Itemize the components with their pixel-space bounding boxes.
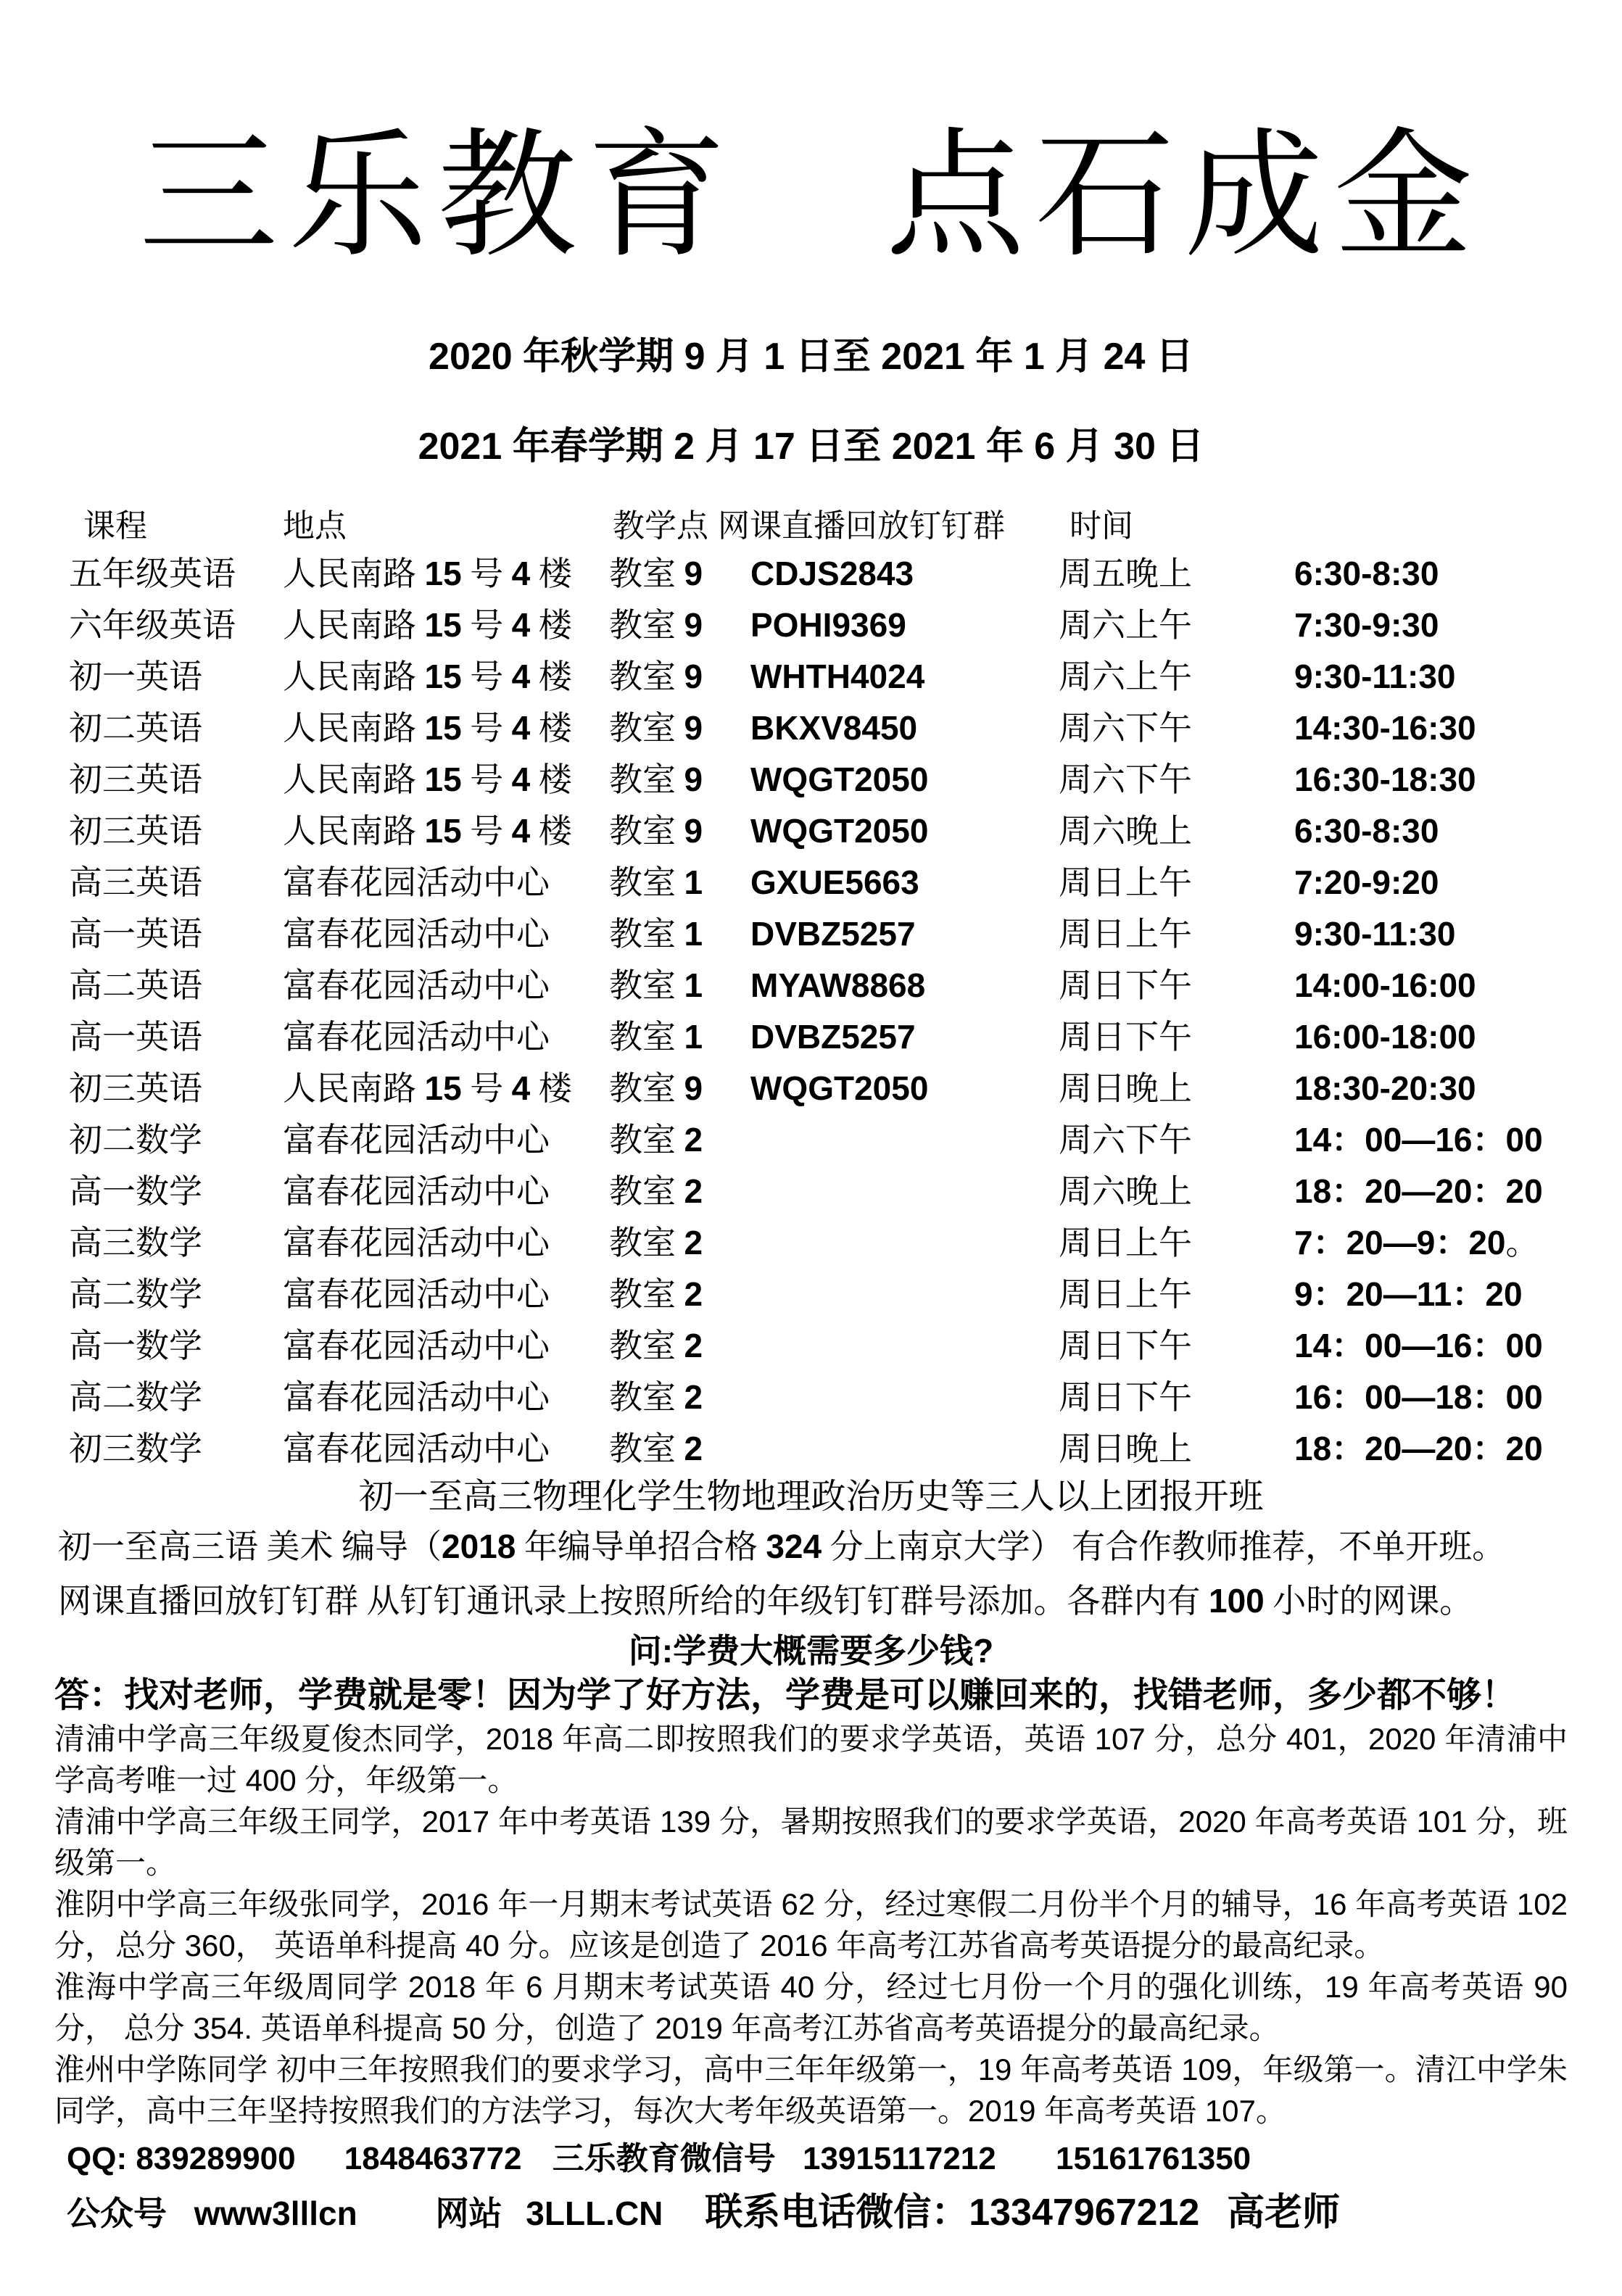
classroom-cell: 教室 9 — [609, 761, 703, 798]
group-code-cell: POHI9369 — [750, 606, 906, 644]
semester-date-spring: 2021 年春学期 2 月 17 日至 2021 年 6 月 30 日 — [418, 426, 1204, 468]
group-code-cell — [750, 1217, 1059, 1269]
location-cell: 人民南路 15 号 4 楼 — [283, 761, 572, 798]
table-row — [0, 805, 1622, 857]
wechat-number-1: 13915117212 — [802, 2141, 996, 2176]
time-cell: 9：20—11：20 — [1294, 1275, 1523, 1313]
group-code-cell: CDJS2843 — [750, 555, 914, 592]
time-cell: 9:30-11:30 — [1294, 915, 1456, 953]
group-code-cell: MYAW8868 — [750, 966, 926, 1004]
classroom-cell: 教室 1 — [609, 863, 703, 901]
location-cell: 人民南路 15 号 4 楼 — [283, 606, 572, 644]
table-row — [0, 857, 1622, 908]
qq-contact-line — [0, 2137, 1622, 2181]
table-row — [0, 548, 1622, 600]
time-cell: 6:30-8:30 — [1294, 555, 1439, 592]
day-cell: 周六上午 — [1059, 607, 1192, 644]
table-row — [0, 1114, 1622, 1166]
classroom-cell: 教室 2 — [609, 1378, 703, 1416]
location-cell: 人民南路 15 号 4 楼 — [283, 709, 572, 747]
classroom-cell: 教室 2 — [609, 1275, 703, 1313]
header-teaching-point: 教学点 — [613, 508, 708, 544]
testimonial-paragraph: 淮海中学高三年级周同学 2018 年 6 月期末考试英语 40 分，经过七月份一个月的强化训练，19 年高考英语 90 分， 总分 354. 英语单科提高 50 分，创造了 2019 年高考江苏省高考英语提分的最高纪录。 — [54, 1970, 1568, 2045]
testimonial-paragraph: 清浦中学高三年级夏俊杰同学，2018 年高二即按照我们的要求学英语，英语 107 分，总分 401，2020 年清浦中学高考唯一过 400 分，年级第一。 — [54, 1722, 1568, 1797]
course-cell: 五年级英语 — [69, 555, 236, 592]
tuition-question: 问:学费大概需要多少钱? — [628, 1632, 994, 1670]
group-code-cell: WQGT2050 — [750, 761, 929, 798]
course-cell: 高一数学 — [69, 1327, 202, 1364]
location-cell: 富春花园活动中心 — [283, 1379, 550, 1416]
location-cell: 富春花园活动中心 — [283, 916, 550, 953]
location-cell: 富春花园活动中心 — [283, 1430, 550, 1467]
course-cell: 六年级英语 — [69, 607, 236, 644]
header-dingtalk-group: 网课直播回放钉钉群 — [718, 508, 1005, 544]
location-cell: 人民南路 15 号 4 楼 — [283, 555, 572, 592]
footer-contact-line — [0, 2189, 1622, 2237]
day-cell: 周日上午 — [1059, 864, 1192, 901]
time-cell: 9:30-11:30 — [1294, 658, 1456, 695]
day-cell: 周六晚上 — [1059, 813, 1192, 850]
location-cell: 富春花园活动中心 — [283, 1173, 550, 1210]
testimonial-paragraph: 淮阴中学高三年级张同学，2016 年一月期末考试英语 62 分，经过寒假二月份半个月的辅导，16 年高考英语 102 分，总分 360， 英语单科提高 40 分。应该是创造了 2016 年高考江苏省高考英语提分的最高纪录。 — [54, 1887, 1568, 1963]
table-row — [0, 1063, 1622, 1114]
time-cell: 18:30-20:30 — [1294, 1069, 1476, 1107]
day-cell: 周六晚上 — [1059, 1173, 1192, 1210]
group-code-cell: DVBZ5257 — [750, 915, 916, 953]
table-row — [0, 1423, 1622, 1475]
table-row — [0, 1166, 1622, 1217]
qq-numbers: QQ: 839289900 — [67, 2141, 296, 2176]
classroom-cell: 教室 2 — [609, 1327, 703, 1364]
course-cell: 高二数学 — [69, 1276, 202, 1313]
day-cell: 周六下午 — [1059, 1122, 1192, 1159]
course-cell: 初一英语 — [69, 658, 202, 695]
location-cell: 富春花园活动中心 — [283, 1019, 550, 1056]
time-cell: 18：20—20：20 — [1294, 1430, 1543, 1467]
tuition-answer: 答：找对老师，学费就是零！因为学了好方法，学费是可以赚回来的，找错老师，多少都不够！ — [54, 1676, 1517, 1715]
day-cell: 周五晚上 — [1059, 555, 1192, 592]
table-row — [0, 1372, 1622, 1423]
location-cell: 人民南路 15 号 4 楼 — [283, 658, 572, 695]
group-code-cell: DVBZ5257 — [750, 1018, 916, 1056]
testimonial-paragraph: 淮州中学陈同学 初中三年按照我们的要求学习，高中三年年级第一，19 年高考英语 109，年级第一。清江中学朱同学，高中三年坚持按照我们的方法学习，每次大考年级英语第一。2019 年高考英语 107。 — [54, 2052, 1568, 2128]
classroom-cell: 教室 1 — [609, 966, 703, 1004]
course-cell: 初二英语 — [69, 710, 202, 747]
teacher-name: 高老师 — [1227, 2192, 1341, 2234]
day-cell: 周六下午 — [1059, 710, 1192, 747]
testimonial-paragraph: 清浦中学高三年级王同学，2017 年中考英语 139 分，暑期按照我们的要求学英语，2020 年高考英语 101 分，班级第一。 — [54, 1804, 1568, 1880]
header-time: 时间 — [1069, 508, 1133, 544]
time-cell: 7：20—9：20。 — [1294, 1224, 1539, 1261]
course-cell: 高一数学 — [69, 1173, 202, 1210]
schedule-header-row — [0, 505, 1622, 548]
group-code-cell — [750, 1423, 1059, 1475]
course-cell: 高二数学 — [69, 1379, 202, 1416]
time-cell: 16：00—18：00 — [1294, 1378, 1543, 1416]
wechat-label: 三乐教育微信号 — [552, 2141, 776, 2176]
time-cell: 14：00—16：00 — [1294, 1327, 1543, 1364]
group-code-cell — [750, 1320, 1059, 1372]
website-label: 网站 — [435, 2195, 502, 2232]
schedule-table — [0, 548, 1622, 1475]
wechat-number-2: 15161761350 — [1055, 2141, 1251, 2176]
table-row — [0, 703, 1622, 754]
course-cell: 初二数学 — [69, 1122, 202, 1159]
group-class-note: 初一至高三物理化学生物地理政治历史等三人以上团报开班 — [358, 1478, 1264, 1516]
classroom-cell: 教室 9 — [609, 812, 703, 850]
art-course-note: 初一至高三语 美术 编导（2018 年编导单招合格 324 分上南京大学） 有合作教师推荐，不单开班。 — [58, 1528, 1506, 1565]
table-row — [0, 1011, 1622, 1063]
header-location: 地点 — [283, 508, 347, 544]
table-row — [0, 908, 1622, 960]
group-code-cell: WQGT2050 — [750, 812, 929, 850]
classroom-cell: 教室 2 — [609, 1430, 703, 1467]
table-row — [0, 600, 1622, 651]
day-cell: 周日上午 — [1059, 1224, 1192, 1261]
course-cell: 初三数学 — [69, 1430, 202, 1467]
classroom-cell: 教室 9 — [609, 658, 703, 695]
time-cell: 16:00-18:00 — [1294, 1018, 1476, 1056]
table-row — [0, 1269, 1622, 1320]
course-cell: 高三数学 — [69, 1224, 202, 1261]
day-cell: 周日上午 — [1059, 1276, 1192, 1313]
time-cell: 7:20-9:20 — [1294, 863, 1439, 901]
day-cell: 周日下午 — [1059, 1379, 1192, 1416]
classroom-cell: 教室 9 — [609, 709, 703, 747]
day-cell: 周六上午 — [1059, 658, 1192, 695]
day-cell: 周日下午 — [1059, 967, 1192, 1004]
official-account-label: 公众号 — [67, 2195, 167, 2232]
location-cell: 人民南路 15 号 4 楼 — [283, 1069, 572, 1107]
table-row — [0, 1217, 1622, 1269]
testimonials-section — [0, 1718, 1622, 2131]
header-course: 课程 — [83, 508, 147, 544]
group-code-cell — [750, 1372, 1059, 1423]
classroom-cell: 教室 1 — [609, 915, 703, 953]
classroom-cell: 教室 9 — [609, 1069, 703, 1107]
day-cell: 周日下午 — [1059, 1019, 1192, 1056]
time-cell: 14：00—16：00 — [1294, 1121, 1543, 1159]
dingtalk-note: 网课直播回放钉钉群 从钉钉通讯录上按照所给的年级钉钉群号添加。各群内有 100 小时的网课。 — [58, 1582, 1473, 1620]
table-row — [0, 1320, 1622, 1372]
time-cell: 14:00-16:00 — [1294, 966, 1476, 1004]
group-code-cell — [750, 1166, 1059, 1217]
day-cell: 周日上午 — [1059, 916, 1192, 953]
course-cell: 高二英语 — [69, 967, 202, 1004]
classroom-cell: 教室 2 — [609, 1172, 703, 1210]
classroom-cell: 教室 9 — [609, 606, 703, 644]
table-row — [0, 651, 1622, 703]
course-cell: 高一英语 — [69, 916, 202, 953]
time-cell: 7:30-9:30 — [1294, 606, 1439, 644]
group-code-cell: GXUE5663 — [750, 863, 919, 901]
location-cell: 富春花园活动中心 — [283, 1224, 550, 1261]
table-row — [0, 754, 1622, 805]
group-code-cell — [750, 1269, 1059, 1320]
contact-phone-wechat: 联系电话微信：13347967212 — [705, 2192, 1200, 2234]
location-cell: 富春花园活动中心 — [283, 1276, 550, 1313]
group-code-cell: WQGT2050 — [750, 1069, 929, 1107]
location-cell: 富春花园活动中心 — [283, 967, 550, 1004]
page-title: 三乐教育 点石成金 — [138, 120, 1484, 274]
qq-number-2: 1848463772 — [344, 2141, 522, 2176]
table-row — [0, 960, 1622, 1011]
location-cell: 富春花园活动中心 — [283, 1327, 550, 1364]
classroom-cell: 教室 2 — [609, 1121, 703, 1159]
day-cell: 周六下午 — [1059, 761, 1192, 798]
time-cell: 6:30-8:30 — [1294, 812, 1439, 850]
day-cell: 周日晚上 — [1059, 1070, 1192, 1107]
group-code-cell: BKXV8450 — [750, 709, 918, 747]
time-cell: 14:30-16:30 — [1294, 709, 1476, 747]
day-cell: 周日下午 — [1059, 1327, 1192, 1364]
course-cell: 初三英语 — [69, 761, 202, 798]
group-code-cell: WHTH4024 — [750, 658, 925, 695]
semester-date-fall: 2020 年秋学期 9 月 1 日至 2021 年 1 月 24 日 — [429, 336, 1193, 378]
official-account-id: www3lllcn — [194, 2195, 357, 2232]
day-cell: 周日晚上 — [1059, 1430, 1192, 1467]
classroom-cell: 教室 2 — [609, 1224, 703, 1261]
time-cell: 16:30-18:30 — [1294, 761, 1476, 798]
classroom-cell: 教室 1 — [609, 1018, 703, 1056]
course-cell: 初三英语 — [69, 1070, 202, 1107]
location-cell: 富春花园活动中心 — [283, 1122, 550, 1159]
course-cell: 高一英语 — [69, 1019, 202, 1056]
time-cell: 18：20—20：20 — [1294, 1172, 1543, 1210]
group-code-cell — [750, 1114, 1059, 1166]
course-cell: 初三英语 — [69, 813, 202, 850]
location-cell: 富春花园活动中心 — [283, 864, 550, 901]
location-cell: 人民南路 15 号 4 楼 — [283, 812, 572, 850]
course-cell: 高三英语 — [69, 864, 202, 901]
classroom-cell: 教室 9 — [609, 555, 703, 592]
website-url: 3LLL.CN — [526, 2195, 663, 2232]
